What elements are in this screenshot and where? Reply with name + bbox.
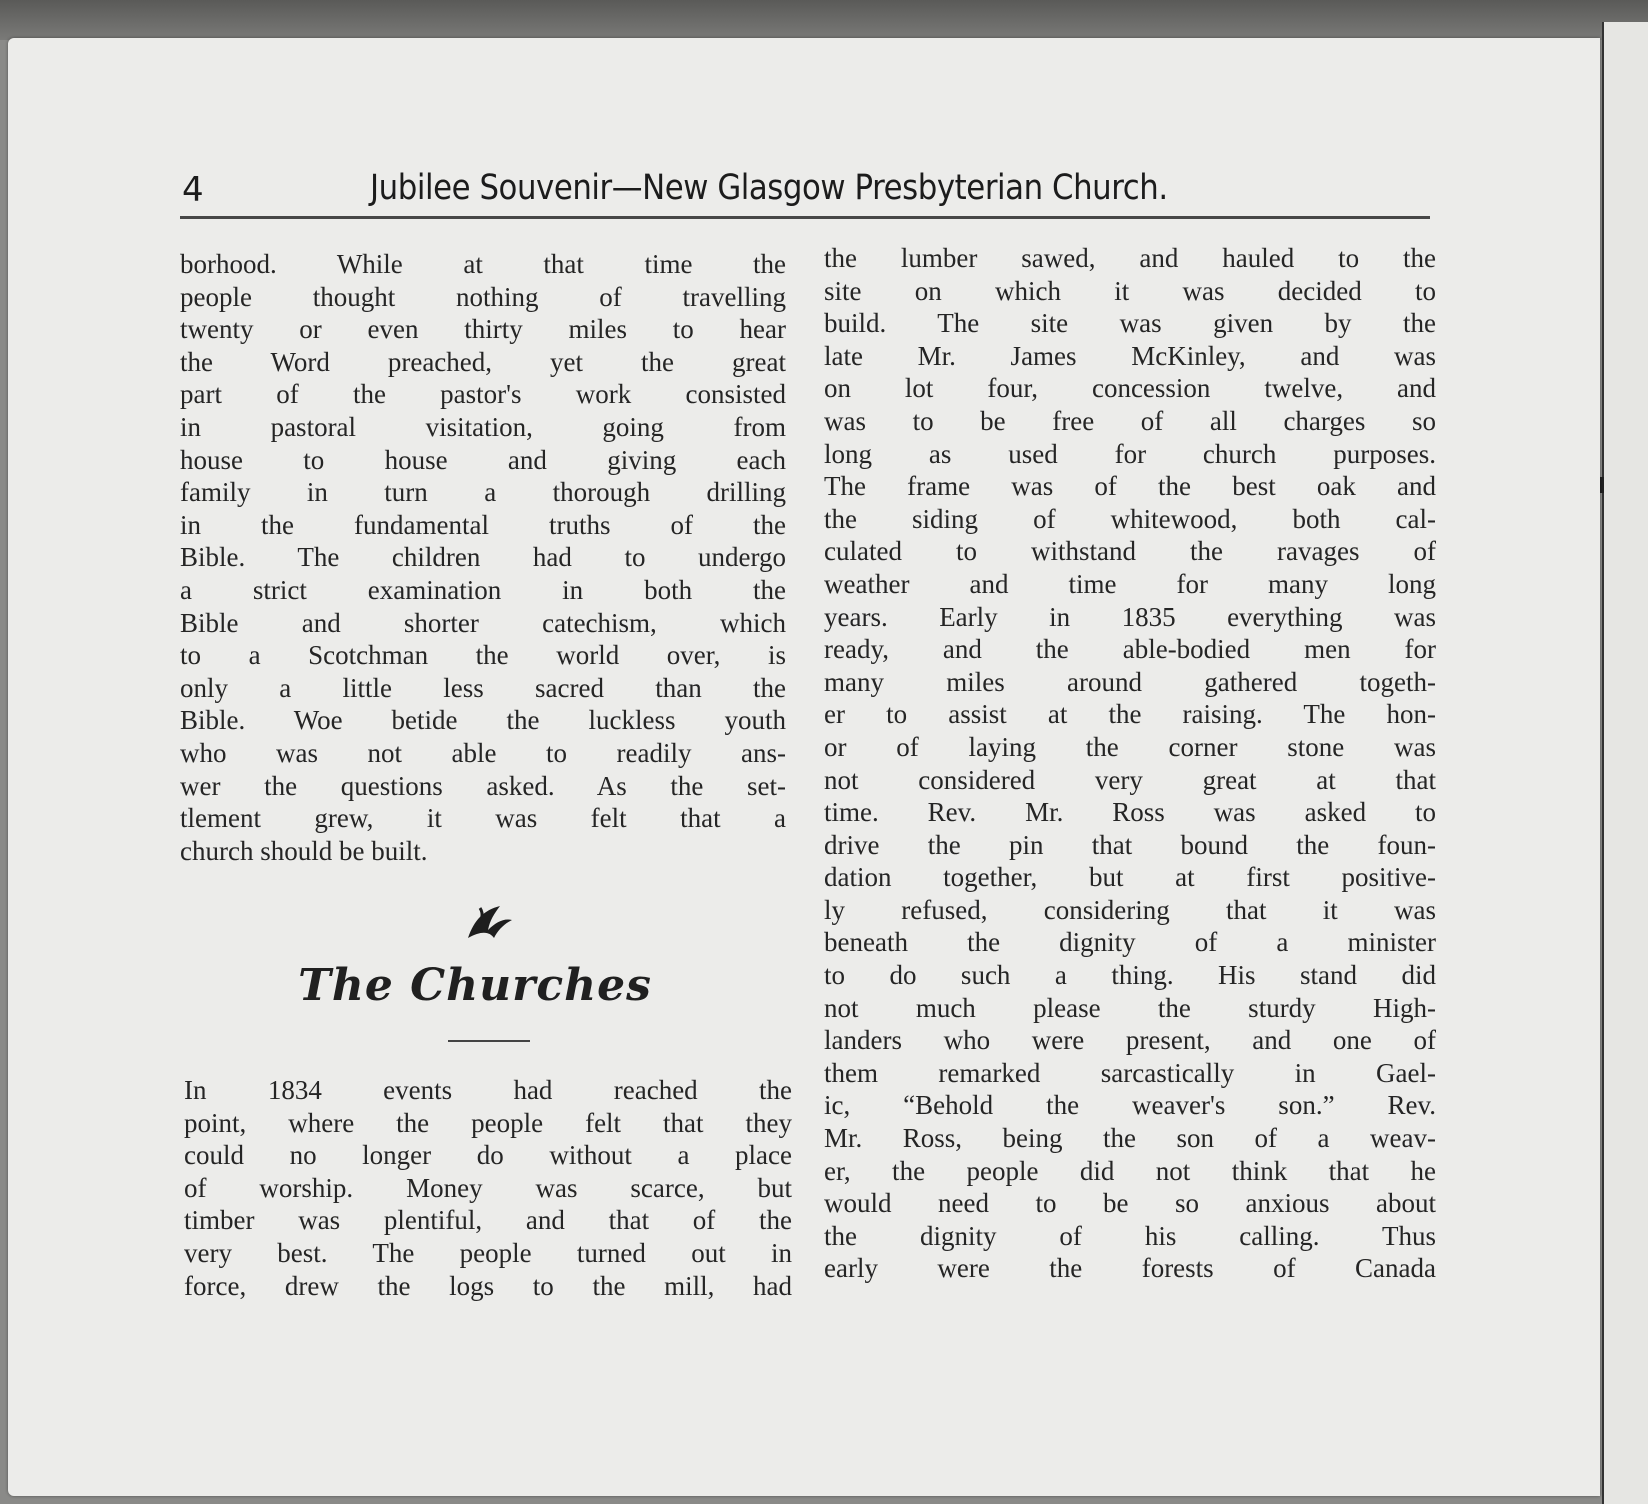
- text-line: timber was plentiful, and that of the: [184, 1205, 792, 1236]
- text-line: time. Rev. Mr. Ross was asked to: [824, 797, 1436, 828]
- text-line: who was not able to readily ans-: [180, 737, 786, 768]
- text-line: to do such a thing. His stand did: [824, 960, 1436, 991]
- text-line: to a Scotchman the world over, is: [180, 640, 786, 671]
- page-number: 4: [182, 170, 204, 210]
- scan-border-top: [0, 0, 1648, 40]
- text-line: ic, “Behold the weaver's son.” Rev.: [824, 1090, 1436, 1121]
- text-line: early were the forests of Canada: [824, 1253, 1436, 1284]
- page-header: [170, 158, 1430, 214]
- text-line: part of the pastor's work consisted: [180, 379, 786, 410]
- text-line: late Mr. James McKinley, and was: [824, 340, 1436, 371]
- text-line: force, drew the logs to the mill, had: [184, 1270, 792, 1301]
- text-line: family in turn a thorough drilling: [180, 477, 786, 508]
- text-line: or of laying the corner stone was: [824, 731, 1436, 762]
- right-column-text: [824, 242, 1436, 1285]
- text-line: landers who were present, and one of: [824, 1025, 1436, 1056]
- text-line: er, the people did not think that he: [824, 1155, 1436, 1186]
- next-page-edge: [1602, 22, 1648, 1504]
- text-line: beneath the dignity of a minister: [824, 927, 1436, 958]
- text-line: ly refused, considering that it was: [824, 894, 1436, 925]
- text-line: dation together, but at first positive-: [824, 862, 1436, 893]
- text-line: a strict examination in both the: [180, 574, 786, 605]
- text-line: Bible. The children had to undergo: [180, 542, 786, 573]
- text-line: In 1834 events had reached the: [184, 1075, 792, 1105]
- text-line: culated to withstand the ravages of: [824, 536, 1436, 567]
- text-line: church should be built.: [180, 835, 428, 866]
- fleuron-ornament-icon: [460, 900, 520, 944]
- text-line: of worship. Money was scarce, but: [184, 1172, 792, 1203]
- text-line: weather and time for many long: [824, 568, 1436, 599]
- text-line: house to house and giving each: [180, 444, 786, 475]
- text-line: not much please the sturdy High-: [824, 992, 1436, 1023]
- section-title: The Churches: [298, 960, 652, 1011]
- left-column-bottom-text: [184, 1074, 792, 1302]
- text-line: on lot four, concession twelve, and: [824, 373, 1436, 404]
- text-line: the Word preached, yet the great: [180, 346, 786, 377]
- text-line: them remarked sarcastically in Gael-: [824, 1057, 1436, 1088]
- text-line: Bible. Woe betide the luckless youth: [180, 705, 786, 736]
- text-line: tlement grew, it was felt that a: [180, 803, 786, 834]
- text-line: wer the questions asked. As the set-: [180, 770, 786, 801]
- text-line: Mr. Ross, being the son of a weav-: [824, 1123, 1436, 1154]
- text-line: build. The site was given by the: [824, 308, 1436, 339]
- text-line: many miles around gathered togeth-: [824, 666, 1436, 697]
- text-line: twenty or even thirty miles to hear: [180, 314, 786, 345]
- text-line: in pastoral visitation, going from: [180, 411, 786, 442]
- text-line: borhood. While at that time the: [180, 249, 786, 279]
- text-line: in the fundamental truths of the: [180, 509, 786, 540]
- left-column-top-text: [180, 248, 786, 867]
- text-line: would need to be so anxious about: [824, 1188, 1436, 1219]
- text-line: the siding of whitewood, both cal-: [824, 503, 1436, 534]
- text-line: long as used for church purposes.: [824, 438, 1436, 469]
- running-title: Jubilee Souvenir—New Glasgow Presbyterian Church.: [370, 168, 1168, 208]
- text-line: drive the pin that bound the foun-: [824, 829, 1436, 860]
- text-line: site on which it was decided to: [824, 275, 1436, 306]
- text-line: could no longer do without a place: [184, 1140, 792, 1171]
- title-rule: [448, 1040, 530, 1042]
- text-line: not considered very great at that: [824, 764, 1436, 795]
- text-line: er to assist at the raising. The hon-: [824, 699, 1436, 730]
- header-rule: [180, 216, 1430, 219]
- text-line: only a little less sacred than the: [180, 672, 786, 703]
- text-line: ready, and the able-bodied men for: [824, 634, 1436, 665]
- text-line: Bible and shorter catechism, which: [180, 607, 786, 638]
- text-line: very best. The people turned out in: [184, 1237, 792, 1268]
- text-line: point, where the people felt that they: [184, 1107, 792, 1138]
- text-line: the lumber sawed, and hauled to the: [824, 243, 1436, 273]
- text-line: years. Early in 1835 everything was: [824, 601, 1436, 632]
- text-line: was to be free of all charges so: [824, 405, 1436, 436]
- text-line: the dignity of his calling. Thus: [824, 1220, 1436, 1251]
- text-line: The frame was of the best oak and: [824, 471, 1436, 502]
- text-line: people thought nothing of travelling: [180, 281, 786, 312]
